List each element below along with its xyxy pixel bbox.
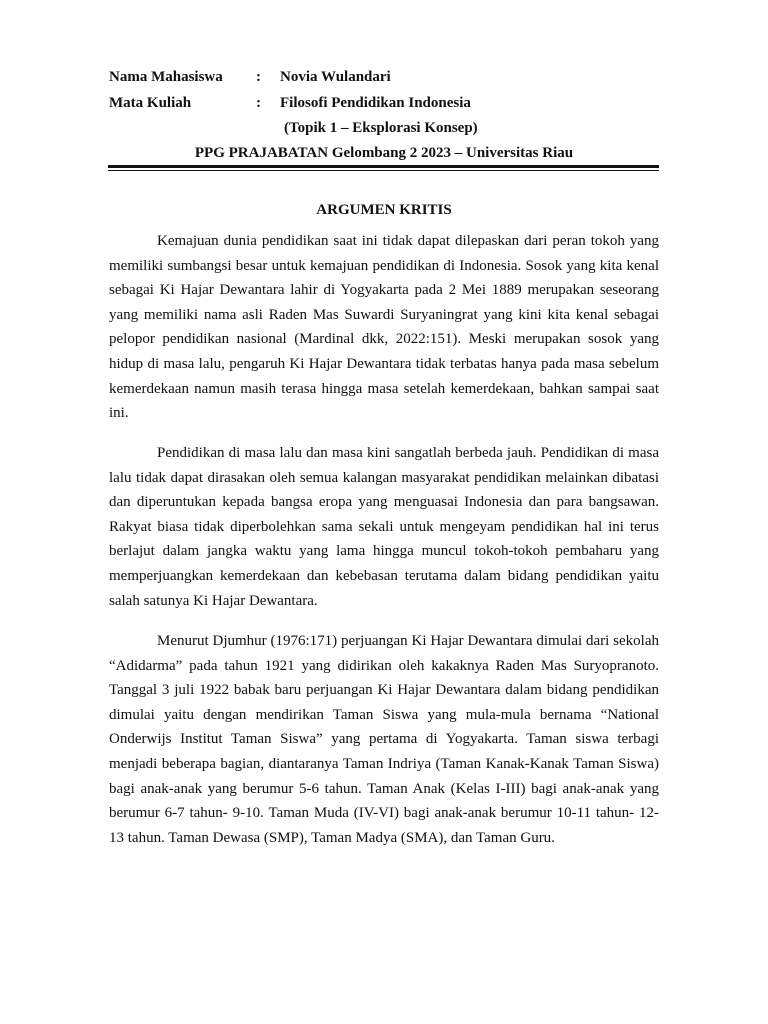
- student-name-row: [109, 68, 391, 86]
- paragraph-3: Menurut Djumhur (1976:171) perjuangan Ki Hajar Dewantara dimulai dari sekolah “Adidarma” pada tahun 1921 yang didirikan oleh kakaknya Raden Mas Suryopranoto. Tanggal 3 juli 1922 babak baru perjuangan Ki Hajar Dewantara dalam bidang pendidikan dimulai yaitu dengan mendirikan Taman Siswa yang mula-mula bernama “National Onderwijs Institut Taman Siswa” yang pertama di Yogyakarta. Taman siswa terbagi menjadi beberapa bagian, diantaranya Taman Indriya (Taman Kanak-Kanak Taman Siswa) bagi anak-anak yang berumur 5-6 tahun. Taman Anak (Kelas I-III) bagi anak-anak yang berumur 6-7 tahun- 9-10. Taman Muda (IV-VI) bagi anak-anak berumur 10-11 tahun- 12-13 tahun. Taman Dewasa (SMP), Taman Madya (SMA), dan Taman Guru.: [109, 633, 659, 846]
- document-title: ARGUMEN KRITIS: [316, 202, 452, 218]
- paragraph-2: Pendidikan di masa lalu dan masa kini sangatlah berbeda jauh. Pendidikan di masa lalu tidak dapat dirasakan oleh semua kalangan masyarakat pendidikan melainkan dibatasi dan diperuntukan kepada bangsa eropa yang menguasai Indonesia dan para bangsawan. Rakyat biasa tidak diperbolehkan sama sekali untuk mengeyam pendidikan hal ini terus berlajut dalam jangka waktu yang lama hingga muncul tokoh-tokoh pembaharu yang memperjuangkan kemerdekaan dan kebebasan terutama dalam bidang pendidikan yaitu salah satunya Ki Hajar Dewantara.: [109, 445, 659, 609]
- course-label: Mata Kuliah: [109, 95, 192, 111]
- program-line: PPG PRAJABATAN Gelombang 2 2023 – Universitas Riau: [194, 145, 574, 161]
- course-value: Filosofi Pendidikan Indonesia: [280, 95, 471, 111]
- student-name-value: Novia Wulandari: [280, 69, 391, 85]
- header-rule-thin: [108, 170, 659, 171]
- header-rule-thick: [108, 165, 659, 168]
- topic-line: (Topik 1 – Eksplorasi Konsep): [284, 120, 478, 136]
- student-name-label: Nama Mahasiswa: [109, 69, 223, 85]
- course-colon: :: [256, 95, 261, 111]
- course-row: [109, 94, 471, 112]
- student-name-colon: :: [256, 69, 261, 85]
- paragraph-1: Kemajuan dunia pendidikan saat ini tidak dapat dilepaskan dari peran tokoh yang memiliki sumbangsi besar untuk kemajuan pendidikan di Indonesia. Sosok yang kita kenal sebagai Ki Hajar Dewantara lahir di Yogyakarta pada 2 Mei 1889 merupakan seseorang yang memiliki nama asli Raden Mas Suwardi Suryaningrat yang kini kita kenal sebagai pelopor pendidikan nasional (Mardinal dkk, 2022:151). Meski merupakan sosok yang hidup di masa lalu, pengaruh Ki Hajar Dewantara tidak terbatas hanya pada masa sebelum kemerdekaan namun masih terasa hingga masa setelah kemerdekaan, bahkan sampai saat ini.: [109, 233, 659, 422]
